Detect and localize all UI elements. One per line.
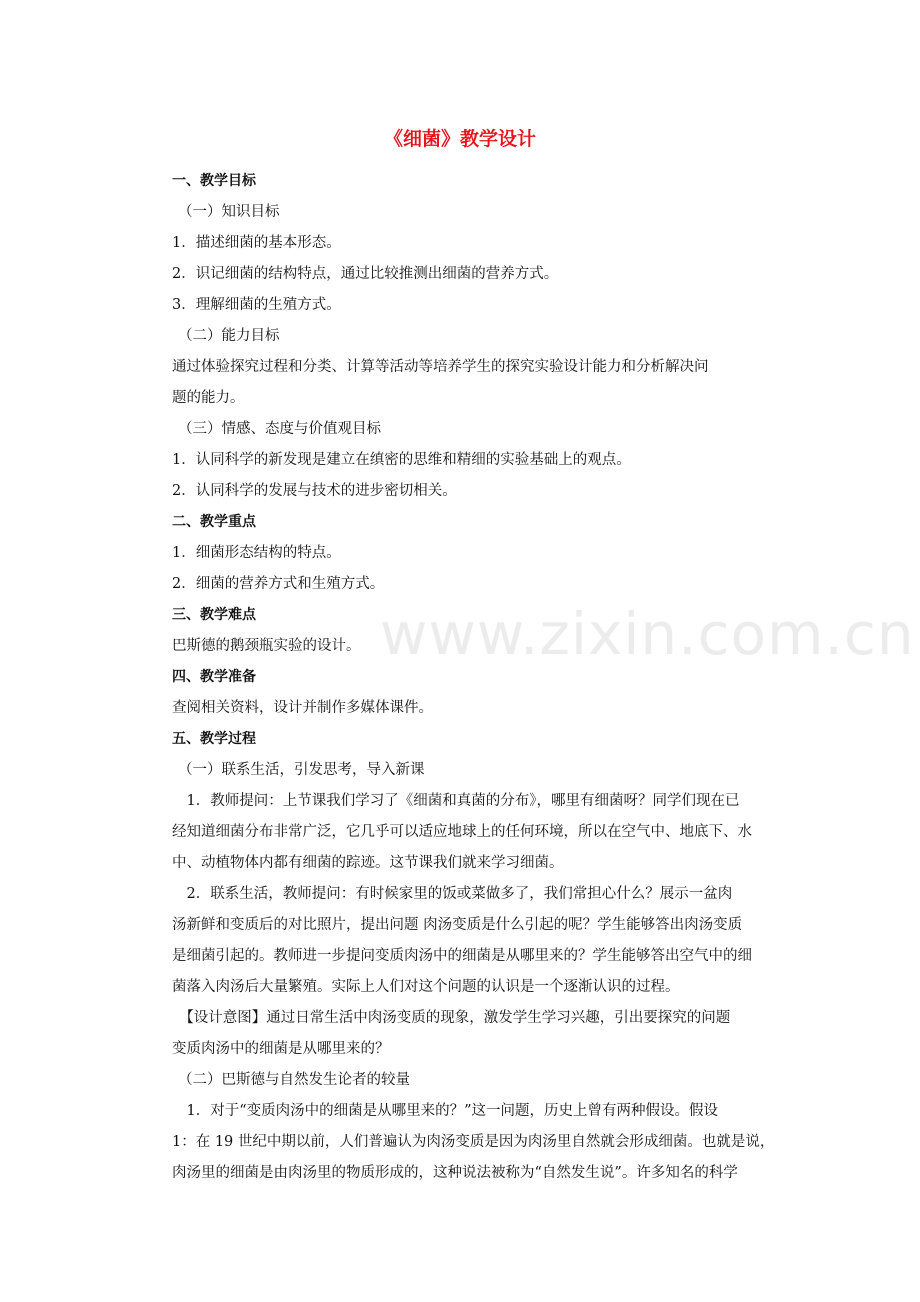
section-heading-objectives: 一、教学目标 xyxy=(172,173,256,189)
subheading-knowledge: （一）知识目标 xyxy=(178,204,280,220)
list-item: 1．细菌形态结构的特点。 xyxy=(172,545,341,561)
section-heading-preparation: 四、教学准备 xyxy=(172,669,256,685)
paragraph-line: 变质肉汤中的细菌是从哪里来的？ xyxy=(172,1041,390,1057)
paragraph-line: 2．联系生活，教师提问：有时候家里的饭或菜做多了，我们常担心什么？展示一盆肉 xyxy=(172,886,733,902)
list-item: 2．识记细菌的结构特点，通过比较推测出细菌的营养方式。 xyxy=(172,266,559,282)
paragraph-line: 1．对于“变质肉汤中的细菌是从哪里来的？”这一问题，历史上曾有两种假设。假设 xyxy=(172,1103,719,1119)
section-heading-difficulties: 三、教学难点 xyxy=(172,607,256,623)
watermark: www.zixin.com.cn xyxy=(380,600,915,668)
paragraph-line: 查阅相关资料，设计并制作多媒体课件。 xyxy=(172,700,433,716)
paragraph-line: 【设计意图】通过日常生活中肉汤变质的现象，激发学生学习兴趣，引出要探究的问题 xyxy=(172,1010,731,1026)
paragraph-line: 菌落入肉汤后大量繁殖。实际上人们对这个问题的认识是一个逐渐认识的过程。 xyxy=(172,979,680,995)
paragraph-line: 肉汤里的细菌是由肉汤里的物质形成的，这种说法被称为“自然发生说”。许多知名的科学 xyxy=(172,1165,738,1181)
paragraph-line: 经知道细菌分布非常广泛，它几乎可以适应地球上的任何环境，所以在空气中、地底下、水 xyxy=(172,824,752,840)
list-item: 1．描述细菌的基本形态。 xyxy=(172,235,341,251)
paragraph-line: 巴斯德的鹅颈瓶实验的设计。 xyxy=(172,638,361,654)
page-title: 《细菌》教学设计 xyxy=(383,128,536,150)
paragraph-line: 中、动植物体内都有细菌的踪迹。这节课我们就来学习细菌。 xyxy=(172,855,564,871)
list-item: 3．理解细菌的生殖方式。 xyxy=(172,297,341,313)
paragraph-line: 汤新鲜和变质后的对比照片，提出问题 肉汤变质是什么引起的呢？学生能够答出肉汤变质 xyxy=(172,917,743,933)
paragraph-line: 1．教师提问：上节课我们学习了《细菌和真菌的分布》，哪里有细菌呀？同学们现在已 xyxy=(172,793,740,809)
list-item: 2．细菌的营养方式和生殖方式。 xyxy=(172,576,385,592)
subheading-attitude: （三）情感、态度与价值观目标 xyxy=(178,421,381,437)
paragraph-line: 是细菌引起的。教师进一步提问变质肉汤中的细菌是从哪里来的？学生能够答出空气中的细 xyxy=(172,948,752,964)
list-item: 2．认同科学的发展与技术的进步密切相关。 xyxy=(172,483,457,499)
section-heading-process: 五、教学过程 xyxy=(172,731,256,747)
list-item: 1．认同科学的新发现是建立在缜密的思维和精细的实验基础上的观点。 xyxy=(172,452,631,468)
paragraph-line: 1：在 19 世纪中期以前，人们普遍认为肉汤变质是因为肉汤里自然就会形成细菌。也就是说， xyxy=(172,1134,775,1150)
subheading-ability: （二）能力目标 xyxy=(178,328,280,344)
subheading-intro: （一）联系生活，引发思考，导入新课 xyxy=(178,762,425,778)
subheading-pasteur: （二）巴斯德与自然发生论者的较量 xyxy=(178,1072,410,1088)
paragraph-line: 通过体验探究过程和分类、计算等活动等培养学生的探究实验设计能力和分析解决问 xyxy=(172,359,709,375)
section-heading-key-points: 二、教学重点 xyxy=(172,514,256,530)
paragraph-line: 题的能力。 xyxy=(172,390,245,406)
